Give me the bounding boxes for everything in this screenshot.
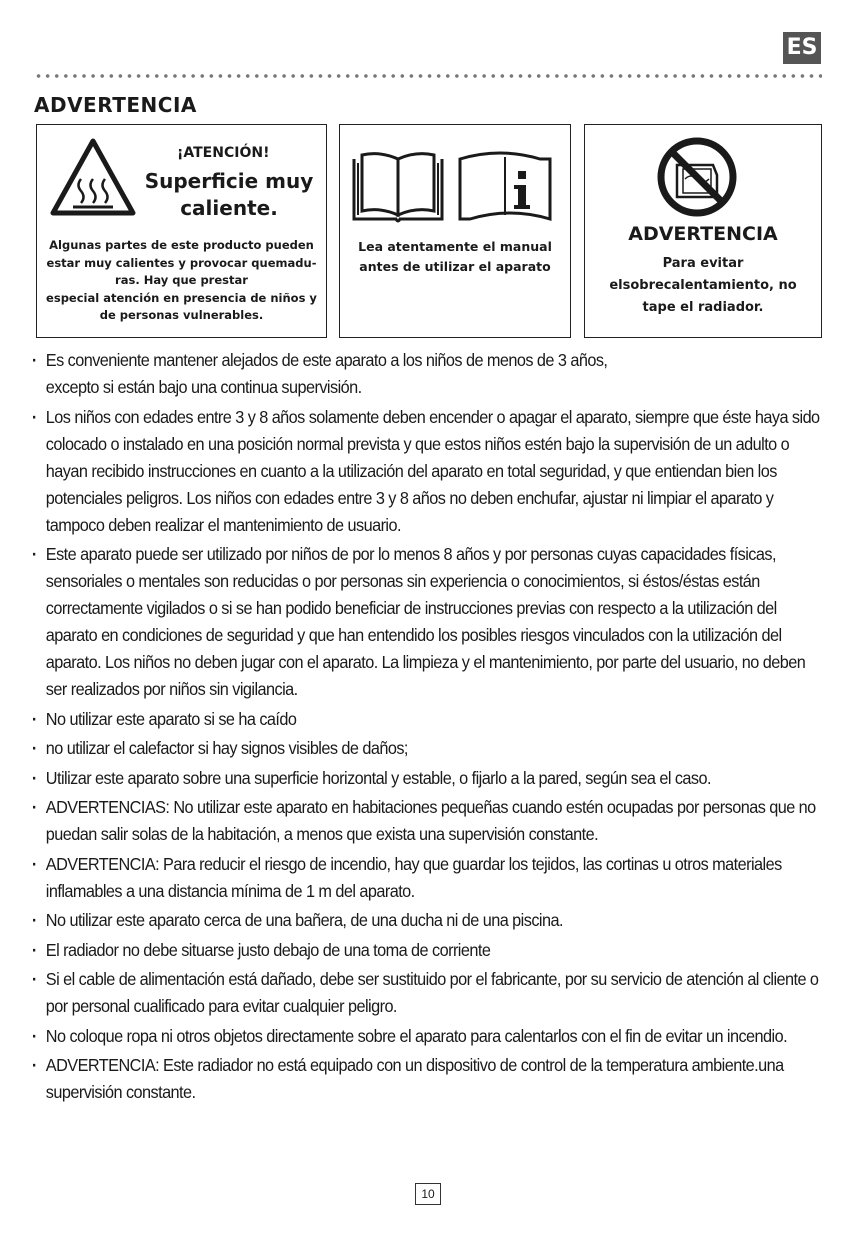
- do-not-cover-line: Para evitar: [662, 256, 744, 271]
- list-item: · No utilizar este aparato si se ha caído: [30, 706, 826, 733]
- hot-surface-description: [41, 237, 322, 325]
- headline-line-1: Superficie muy: [144, 169, 314, 193]
- open-book-icon: [354, 154, 442, 221]
- do-not-cover-text: [595, 253, 811, 319]
- section-title: ADVERTENCIA: [34, 93, 197, 117]
- description-line: estar muy calientes y provocar quemadu-: [46, 255, 317, 270]
- do-not-cover-icon: [655, 135, 739, 219]
- hot-surface-warning-icon: [47, 133, 139, 225]
- safety-instructions-list: [30, 347, 826, 1109]
- description-line: ras. Hay que prestar: [115, 273, 248, 287]
- description-line: Algunas partes de este producto pueden: [49, 238, 314, 252]
- manual-line: antes de utilizar el aparato: [359, 259, 551, 274]
- description-line: especial atención en presencia de niños y: [46, 290, 317, 305]
- do-not-cover-box: [584, 124, 822, 338]
- list-item: · ADVERTENCIA: Para reducir el riesgo de incendio, hay que guardar los tejidos, las cortinas u otros materiales inflamables a una distancia mínima de 1 m del aparato.: [30, 851, 826, 905]
- read-manual-box: [339, 124, 571, 338]
- do-not-cover-line: elsobrecalentamiento, no: [609, 278, 797, 293]
- list-item: · Los niños con edades entre 3 y 8 años solamente deben encender o apagar el aparato, siempre que éste haya sido colocado o instalado en una posición normal prevista y que estos niños estén bajo la supervisión de un adulto o hayan recibido instrucciones en cuanto a la utilización del aparato en total seguridad, y que entiendan bien los potenciales peligros. Los niños con edades entre 3 y 8 años no deben enchufar, ajustar ni limpiar el aparato y tampoco deben realizar el mantenimiento de usuario.: [30, 404, 826, 539]
- list-item: · Si el cable de alimentación está dañado, debe ser sustituido por el fabricante, por su servicio de atención al cliente o por personal cualificado para evitar cualquier peligro.: [30, 966, 826, 1020]
- list-item: · Utilizar este aparato sobre una superficie horizontal y estable, o fijarlo a la pared, según sea el caso.: [30, 765, 826, 792]
- read-manual-text: [344, 237, 566, 277]
- do-not-cover-title: ADVERTENCIA: [628, 223, 778, 245]
- info-manual-icon: [460, 153, 550, 219]
- attention-label: ¡ATENCIÓN!: [177, 145, 270, 161]
- page-number: 10: [415, 1183, 441, 1205]
- list-item: · Es conveniente mantener alejados de este aparato a los niños de menos de 3 años, excepto si están bajo una continua supervisión.: [30, 347, 826, 401]
- list-item: · Este aparato puede ser utilizado por niños de por lo menos 8 años y por personas cuyas capacidades físicas, sensoriales o mentales son reducidas o por personas sin experiencia o conocimientos, si éstos/éstas están correctamente vigilados o si se han podido beneficiar de instrucciones previas con respecto a la utilización del aparato en condiciones de seguridad y que han entendido los posibles riesgos vinculados con la utilización del aparato. Los niños no deben jugar con el aparato. La limpieza y el mantenimiento, por parte del usuario, no deben ser realizados por niños sin vigilancia.: [30, 541, 826, 703]
- manual-line: Lea atentamente el manual: [358, 239, 552, 254]
- do-not-cover-line: tape el radiador.: [642, 300, 764, 315]
- list-item: · ADVERTENCIA: Este radiador no está equipado con un dispositivo de control de la temperatura ambiente.una supervisión constante.: [30, 1052, 826, 1106]
- language-badge: ES: [783, 32, 821, 64]
- dotted-divider: [34, 73, 822, 79]
- list-item: · No coloque ropa ni otros objetos directamente sobre el aparato para calentarlos con el fin de evitar un incendio.: [30, 1023, 826, 1050]
- list-item: · ADVERTENCIAS: No utilizar este aparato en habitaciones pequeñas cuando estén ocupadas por personas que no puedan salir solas de la habitación, a menos que exista una supervisión constante.: [30, 794, 826, 848]
- list-item: · no utilizar el calefactor si hay signos visibles de daños;: [30, 735, 826, 762]
- hot-surface-warning-box: [36, 124, 327, 338]
- read-manual-icons: [350, 149, 562, 227]
- description-line: de personas vulnerables.: [99, 308, 264, 322]
- list-item: · No utilizar este aparato cerca de una bañera, de una ducha ni de una piscina.: [30, 907, 826, 934]
- headline-line-2: caliente.: [180, 196, 278, 220]
- hot-surface-headline: [139, 168, 319, 222]
- list-item: · El radiador no debe situarse justo debajo de una toma de corriente: [30, 937, 826, 964]
